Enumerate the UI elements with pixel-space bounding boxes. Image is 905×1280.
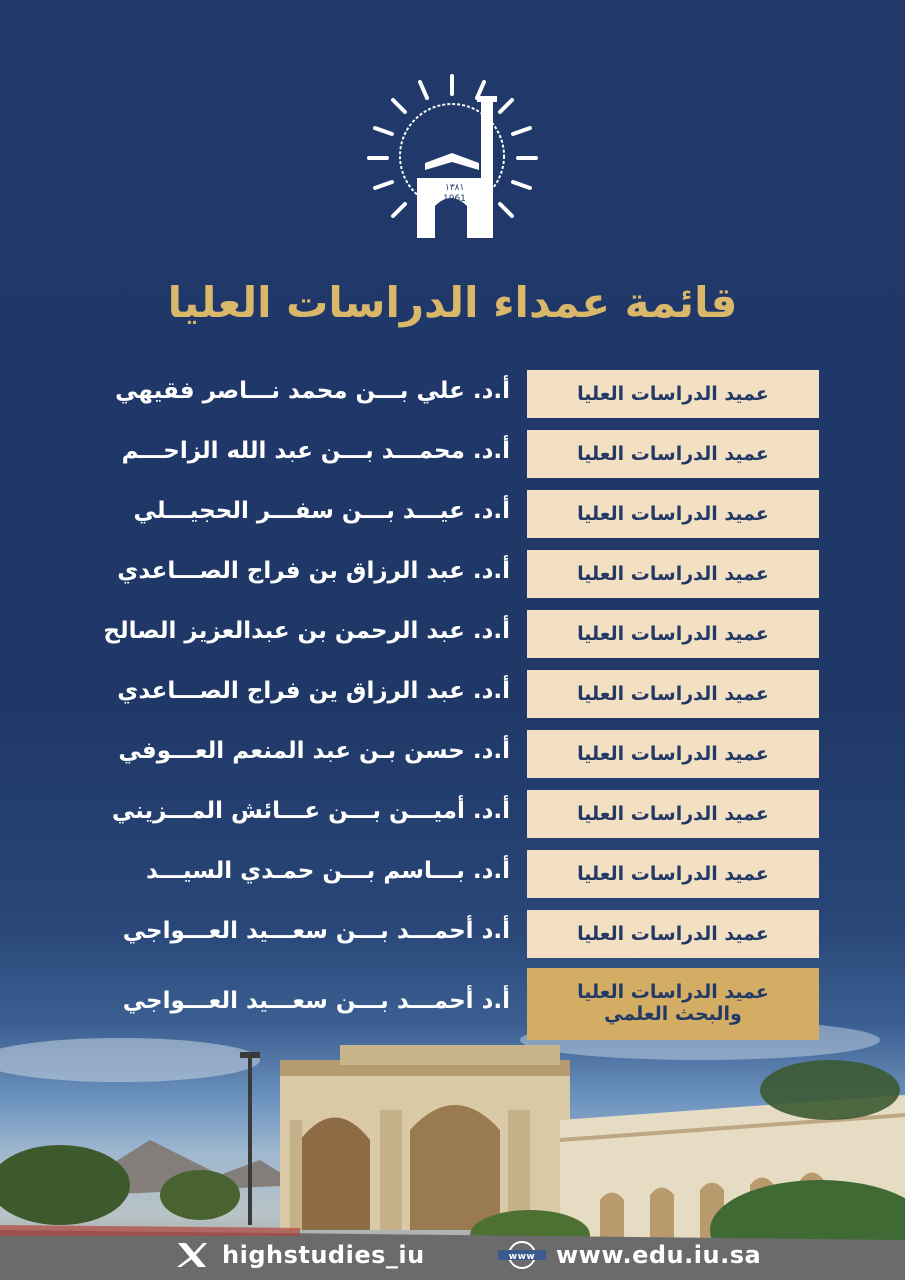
dean-name: أ.د. حسن بـن عبد المنعم العـــوفي	[118, 738, 510, 764]
dean-name: أ.د. محمـــد بـــن عبد الله الزاحـــم	[121, 438, 510, 464]
role-badge: عميد الدراسات العليا	[527, 850, 819, 898]
x-logo-icon	[172, 1240, 212, 1270]
social-handle: highstudies_iu	[222, 1241, 425, 1269]
dean-name: أ.د. أميـــن بـــن عـــائش المـــزيني	[111, 798, 510, 824]
list-item	[0, 550, 905, 600]
list-item	[0, 610, 905, 660]
svg-text:www: www	[508, 1252, 536, 1262]
role-badge: عميد الدراسات العليا	[527, 550, 819, 598]
website-link: www.edu.iu.sa	[556, 1241, 762, 1269]
dean-name: أ.د. عبد الرزاق ين فراج الصـــاعدي	[117, 678, 510, 704]
dean-name: أ.د. علي بـــن محمد نـــاصر فقيهي	[115, 378, 510, 404]
logo-year-gregorian: 1961	[443, 194, 466, 204]
list-item	[0, 968, 905, 1042]
list-item	[0, 790, 905, 840]
role-line-2: والبحث العلمي	[604, 1003, 742, 1025]
role-badge: عميد الدراسات العليا	[527, 370, 819, 418]
dean-name: أ.د. عيـــد بـــن سفـــر الحجيـــلي	[133, 498, 510, 524]
dean-name: أ.د أحمـــد بـــن سعـــيد العـــواجي	[122, 918, 510, 944]
dean-name: أ.د. عبد الرزاق بن فراج الصـــاعدي	[117, 558, 510, 584]
www-globe-icon	[498, 1240, 546, 1270]
role-badge: عميد الدراسات العليا	[527, 430, 819, 478]
role-badge: عميد الدراسات العليا	[527, 910, 819, 958]
list-item	[0, 430, 905, 480]
role-badge: عميد الدراسات العليا	[527, 490, 819, 538]
role-badge: عميد الدراسات العليا	[527, 790, 819, 838]
website-group[interactable]	[498, 1238, 761, 1272]
logo-year-hijri: ١٣٨١	[445, 183, 465, 193]
role-badge: عميد الدراسات العليا	[527, 610, 819, 658]
role-badge: عميد الدراسات العليا	[527, 730, 819, 778]
social-handle-group[interactable]	[172, 1238, 425, 1272]
list-item	[0, 850, 905, 900]
list-item	[0, 370, 905, 420]
role-badge-highlight	[527, 968, 819, 1040]
list-item	[0, 490, 905, 540]
dean-name: أ.د أحمـــد بـــن سعـــيد العـــواجي	[122, 988, 510, 1014]
list-item	[0, 670, 905, 720]
role-line-1: عميد الدراسات العليا	[577, 981, 769, 1004]
campus-gate-illustration	[0, 1000, 905, 1280]
role-badge: عميد الدراسات العليا	[527, 670, 819, 718]
dean-name: أ.د. بـــاسم بـــن حمـدي السيـــد	[145, 858, 510, 884]
dean-name: أ.د. عبد الرحمن بن عبدالعزيز الصالح	[103, 618, 510, 644]
page-title: قائمة عمداء الدراسات العليا	[167, 278, 738, 327]
university-seal-icon	[365, 68, 540, 243]
list-item	[0, 910, 905, 960]
list-item	[0, 730, 905, 780]
